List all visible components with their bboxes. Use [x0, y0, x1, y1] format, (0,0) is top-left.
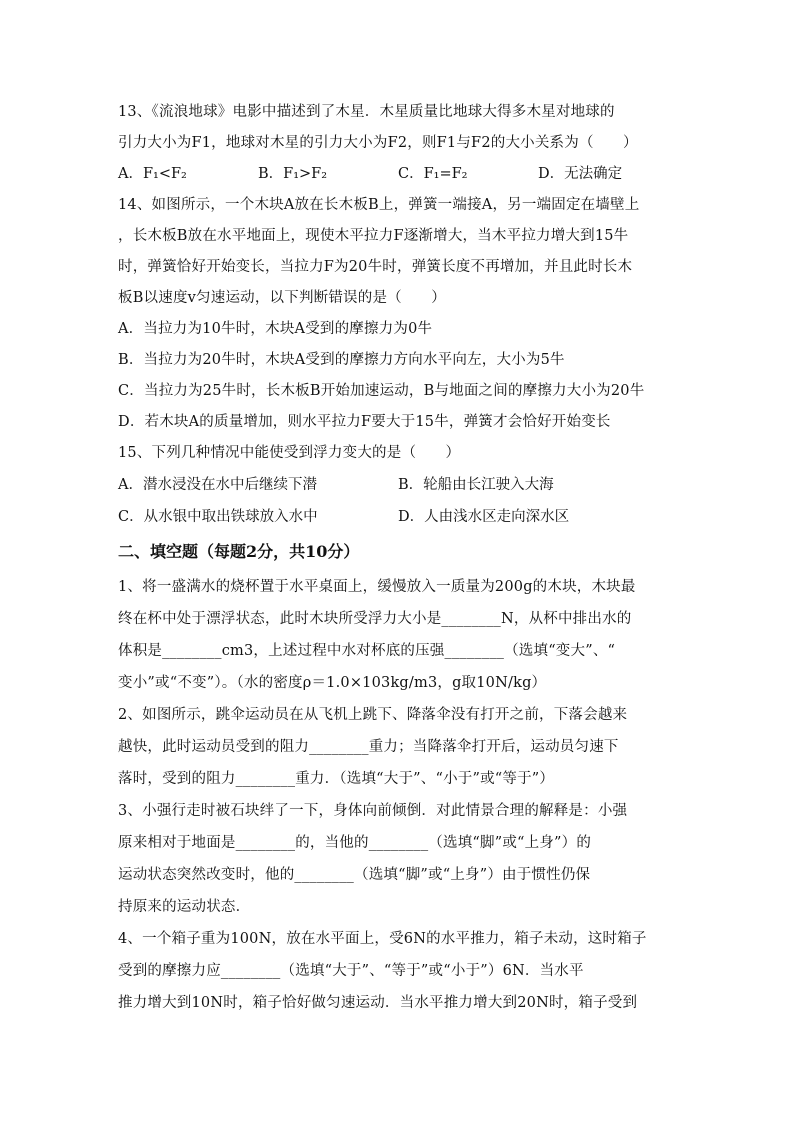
q14-option-c: C．当拉力为25牛时，长木板B开始加速运动，B与地面之间的摩擦力大小为20牛	[118, 383, 645, 399]
fill4-line-2: 受到的摩擦力应________（选填“大于”、“等于”或“小于”）6N．当水平	[118, 963, 584, 979]
q13-option-a: A．F₁<F₂	[118, 166, 187, 182]
q15-option-b: B．轮船由长江驶入大海	[398, 477, 554, 493]
q14-option-b: B．当拉力为20牛时，木块A受到的摩擦力方向水平向左，大小为5牛	[118, 352, 565, 368]
fill1-line-1: 1、将一盛满水的烧杯置于水平桌面上，缓慢放入一质量为200g的木块，木块最	[118, 579, 636, 595]
fill3-line-3: 运动状态突然改变时，他的________（选填“脚”或“上身”）由于惯性仍保	[118, 867, 591, 883]
q14-option-d: D．若木块A的质量增加，则水平拉力F要大于15牛，弹簧才会恰好开始变长	[118, 414, 611, 430]
section-heading-fill-in: 二、填空题（每题2分，共10分）	[118, 542, 360, 561]
fill2-line-3: 落时，受到的阻力________重力．（选填“大于”、“小于”或“等于”）	[118, 771, 555, 787]
fill2-line-2: 越快，此时运动员受到的阻力________重力；当降落伞打开后，运动员匀速下	[118, 739, 619, 755]
q13-line-2: 引力大小为F1，地球对木星的引力大小为F2，则F1与F2的大小关系为（ ）	[118, 135, 638, 151]
fill1-line-2: 终在杯中处于漂浮状态，此时木块所受浮力大小是________N，从杯中排出水的	[118, 611, 632, 627]
fill4-line-3: 推力增大到10N时，箱子恰好做匀速运动．当水平推力增大到20N时，箱子受到	[118, 995, 638, 1011]
q14-line-4: 板B以速度v匀速运动，以下判断错误的是（ ）	[118, 290, 446, 306]
fill1-line-4: 变小”或“不变”）。（水的密度ρ＝1.0×103kg/m3，g取10N/kg）	[118, 675, 547, 691]
q15-option-c: C．从水银中取出铁球放入水中	[118, 509, 318, 525]
q15-option-a: A．潜水浸没在水中后继续下潜	[118, 477, 317, 493]
q14-option-a: A．当拉力为10牛时，木块A受到的摩擦力为0牛	[118, 321, 433, 337]
fill3-line-1: 3、小强行走时被石块绊了一下，身体向前倾倒．对此情景合理的解释是：小强	[118, 803, 628, 819]
fill4-line-1: 4、一个箱子重为100N，放在水平面上，受6N的水平推力，箱子未动，这时箱子	[118, 931, 647, 947]
q14-line-2: ，长木板B放在水平地面上，现使木平拉力F逐渐增大，当木平拉力增大到15牛	[118, 228, 629, 244]
q15-line-1: 15、下列几种情况中能使受到浮力变大的是（ ）	[118, 445, 461, 461]
q14-line-1: 14、如图所示，一个木块A放在长木板B上，弹簧一端接A，另一端固定在墙壁上	[118, 197, 640, 213]
q13-option-d: D．无法确定	[538, 166, 623, 182]
q14-line-3: 时，弹簧恰好开始变长，当拉力F为20牛时，弹簧长度不再增加，并且此时长木	[118, 259, 633, 275]
q13-line-1: 13、《流浪地球》电影中描述到了木星．木星质量比地球大得多木星对地球的	[118, 104, 615, 120]
q13-option-b: B．F₁>F₂	[258, 166, 328, 182]
fill3-line-4: 持原来的运动状态．	[118, 899, 251, 915]
q15-option-d: D．人由浅水区走向深水区	[398, 509, 570, 525]
fill1-line-3: 体积是________cm3，上述过程中水对杯底的压强________（选填“变大”、“	[118, 643, 616, 659]
q13-option-c: C．F₁=F₂	[398, 166, 468, 182]
fill3-line-2: 原来相对于地面是________的，当他的________（选填“脚”或“上身”）的	[118, 835, 592, 851]
fill2-line-1: 2、如图所示，跳伞运动员在从飞机上跳下、降落伞没有打开之前，下落会越来	[118, 707, 628, 723]
